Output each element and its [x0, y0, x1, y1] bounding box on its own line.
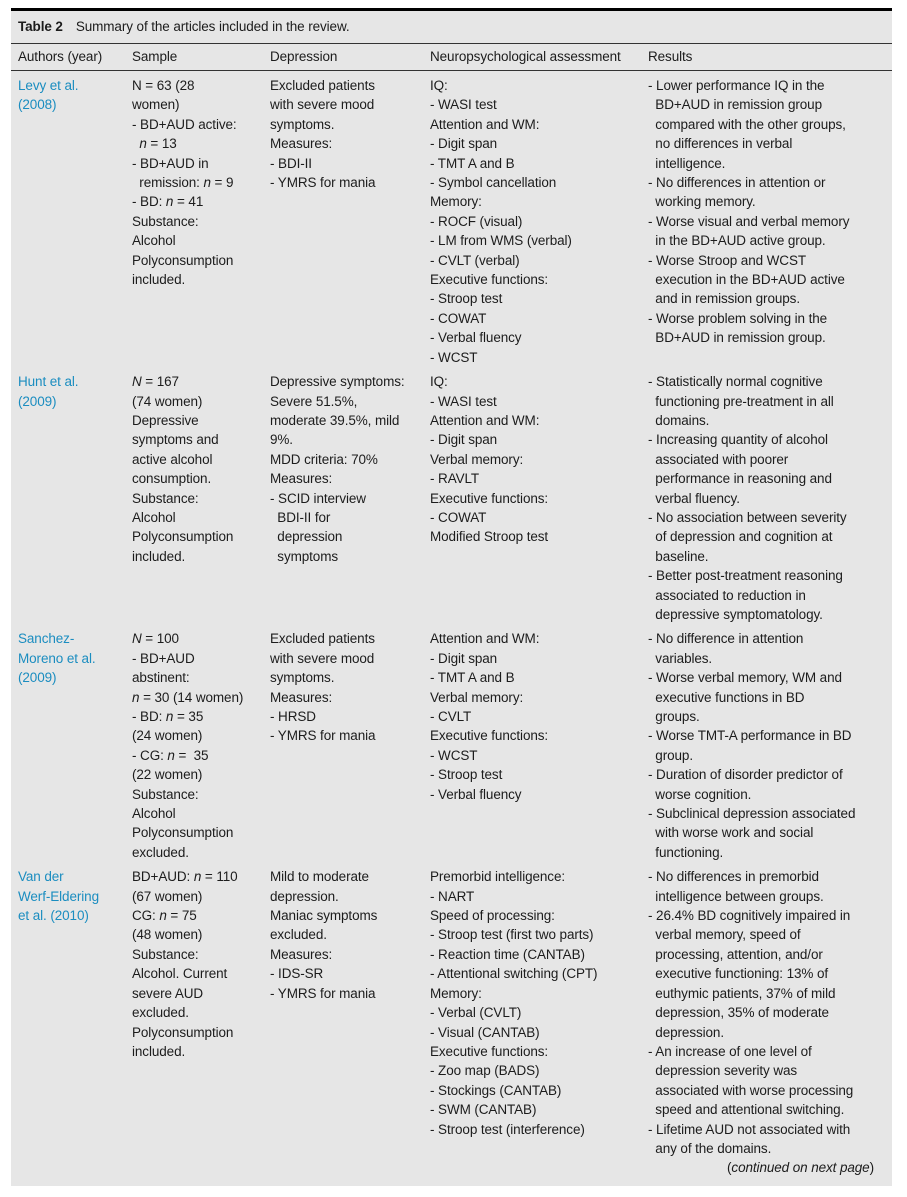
column-header-depression: Depression — [270, 49, 338, 64]
table-row-van-der-werf-eldering-2010 — [18, 862, 888, 1158]
results-cell: - Statistically normal cognitive functioning pre-treatment in all domains. - Increasing quantity of alcohol associated with poorer performance in reasoning and verbal fluency. - No association between severity of depression and cognition at baseline. - Better post-treatment reasoning associated to reduction in depressive symptomatology. — [648, 374, 847, 622]
sample-cell: N = 100 - BD+AUD abstinent: n = 30 (14 women) - BD: n = 35 (24 women) - CG: n = 35 (22 women) Substance: Alcohol Polyconsumption excluded. — [132, 631, 244, 860]
table-caption: Summary of the articles included in the review. — [75, 19, 350, 34]
depression-cell: Mild to moderate depression. Maniac symptoms excluded. Measures: - IDS-SR - YMRS for mania — [270, 869, 378, 1001]
table-header-row — [18, 44, 888, 70]
depression-cell: Excluded patients with severe mood symptoms. Measures: - HRSD - YMRS for mania — [270, 631, 376, 744]
table-row-levy-2008 — [18, 71, 888, 367]
sample-cell: N = 63 (28 women) - BD+AUD active: n = 13 - BD+AUD in remission: n = 9 - BD: n = 41 Substance: Alcohol Polyconsumption included. — [132, 78, 237, 288]
depression-cell: Depressive symptoms: Severe 51.5%, moderate 39.5%, mild 9%. MDD criteria: 70% Measures: - SCID interview BDI-II for depression symptoms — [270, 374, 405, 564]
column-header-authors: Authors (year) — [18, 49, 103, 64]
table-row-sanchez-moreno-2009 — [18, 624, 888, 862]
results-cell: - Lower performance IQ in the BD+AUD in remission group compared with the other groups, no differences in verbal intelligence. - No differences in attention or working memory. - Worse visual and verbal memory in the BD+AUD active group. - Worse Stroop and WCST execution in the BD+AUD active and in remission groups. - Worse problem solving in the BD+AUD in remission group. — [648, 78, 850, 346]
continued-note: (continued on next page) — [727, 1160, 874, 1176]
sample-cell: BD+AUD: n = 110 (67 women) CG: n = 75 (48 women) Substance: Alcohol. Current severe AUD excluded. Polyconsumption included. — [132, 869, 238, 1059]
assessment-cell: IQ: - WASI test Attention and WM: - Digit span Verbal memory: - RAVLT Executive functions: - COWAT Modified Stroop test — [430, 374, 549, 545]
table-caption-row — [18, 11, 888, 43]
depression-cell: Excluded patients with severe mood symptoms. Measures: - BDI-II - YMRS for mania — [270, 78, 376, 191]
assessment-cell: IQ: - WASI test Attention and WM: - Digit span - TMT A and B - Symbol cancellation Memory: - ROCF (visual) - LM from WMS (verbal) - CVLT (verbal) Executive functions: - Stroop test - COWAT - Verbal fluency - WCST — [430, 78, 572, 365]
column-header-results: Results — [648, 49, 693, 64]
citation-link-van-der-werf-eldering-2010[interactable]: Van der Werf-Eldering et al. (2010) — [18, 869, 99, 924]
assessment-cell: Attention and WM: - Digit span - TMT A and B Verbal memory: - CVLT Executive functions: - WCST - Stroop test - Verbal fluency — [430, 631, 549, 802]
citation-link-levy-2008[interactable]: Levy et al. (2008) — [18, 78, 79, 113]
table-row-hunt-2009 — [18, 367, 888, 624]
column-header-sample: Sample — [132, 49, 178, 64]
citation-link-sanchez-moreno-2009[interactable]: Sanchez- Moreno et al. (2009) — [18, 631, 96, 686]
results-cell: - No difference in attention variables. - Worse verbal memory, WM and executive functions in BD groups. - Worse TMT-A performance in BD group. - Duration of disorder predictor of worse cognition. - Subclinical depression associated with worse work and social functioning. — [648, 631, 856, 860]
citation-link-hunt-2009[interactable]: Hunt et al. (2009) — [18, 374, 79, 409]
article-summary-table — [11, 8, 892, 1186]
results-cell: - No differences in premorbid intelligence between groups. - 26.4% BD cognitively impaired in verbal memory, speed of processing, attention, and/or executive functioning: 13% of euthymic patients, 37% of mild depression, 35% of moderate depression. - An increase of one level of depression severity was associated with worse processing speed and attentional switching. - Lifetime AUD not associated with any of the domains. — [648, 869, 854, 1156]
column-header-assessment: Neuropsychological assessment — [430, 49, 621, 64]
sample-cell: N = 167 (74 women) Depressive symptoms and active alcohol consumption. Substance: Alcohol Polyconsumption included. — [132, 374, 234, 564]
table-label: Table 2 — [18, 19, 63, 34]
assessment-cell: Premorbid intelligence: - NART Speed of processing: - Stroop test (first two parts) - Reaction time (CANTAB) - Attentional switching (CPT) Memory: - Verbal (CVLT) - Visual (CANTAB) Executive functions: - Zoo map (BADS) - Stockings (CANTAB) - SWM (CANTAB) - Stroop test (interference) — [430, 869, 598, 1137]
